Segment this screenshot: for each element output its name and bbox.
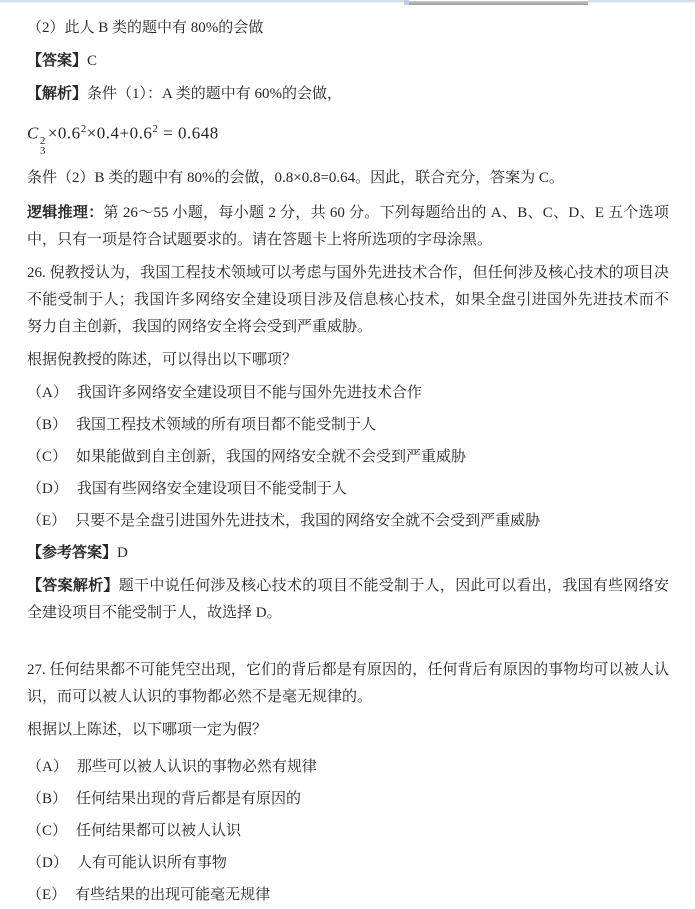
answer-explanation-text: 题干中说任何涉及核心技术的项目不能受制于人，因此可以看出，我国有些网络安全建设项目不能受制于人，故选择 D。 — [27, 577, 669, 621]
formula-segment-1: ×0.6 — [47, 123, 81, 143]
option-text: 我国有些网络安全建设项目不能受制于人 — [76, 480, 347, 497]
option-text: 任何结果都可以被人认识 — [76, 822, 242, 839]
question-26-options — [27, 380, 669, 535]
option-row-e — [27, 882, 669, 909]
option-label: （B） — [27, 416, 68, 433]
toolbar-remnant-left-segment — [0, 0, 404, 3]
formula-exp-1: 2 — [80, 123, 87, 135]
condition-2-analysis-text: 条件（2）B 类的题中有 80%的会做，0.8×0.8=0.64。因此，联合充分，答案为 C。 — [27, 169, 564, 186]
option-label: （B） — [27, 790, 68, 807]
option-label: （E） — [27, 886, 67, 903]
question-26-prompt: 根据倪教授的陈述，可以得出以下哪项？ — [27, 351, 298, 368]
formula-superscript: 2 — [39, 134, 46, 147]
option-row-c — [27, 444, 669, 471]
option-row-a — [27, 380, 669, 407]
question-26 — [27, 260, 669, 627]
answer-line — [27, 48, 669, 75]
option-text: 那些可以被人认识的事物必然有规律 — [76, 758, 317, 775]
prev-condition-2-analysis — [27, 165, 669, 192]
answer-explanation-label: 【答案解析】 — [27, 577, 119, 594]
option-label: （D） — [27, 854, 68, 871]
option-text: 只要不是全盘引进国外先进技术，我国的网络安全就不会受到严重威胁 — [75, 512, 541, 529]
prev-condition-2-line — [27, 15, 669, 42]
reference-answer-value: D — [117, 544, 128, 561]
option-text: 我国许多网络安全建设项目不能与国外先进技术合作 — [76, 384, 422, 401]
toolbar-remnant — [0, 0, 695, 7]
document-content — [0, 7, 695, 909]
section-instructions: 第 26～55 小题，每小题 2 分，共 60 分。下列每题给出的 A、B、C、D、E 五个选项中，只有一项是符合试题要求的。请在答题卡上将所选项的字母涂黑。 — [27, 204, 669, 248]
formula-result: = 0.648 — [158, 123, 219, 143]
option-label: （E） — [27, 512, 67, 529]
option-row-d — [27, 476, 669, 503]
option-row-d — [27, 850, 669, 877]
formula-exp-2: 2 — [152, 123, 159, 135]
toolbar-remnant-right-segment — [588, 0, 695, 3]
formula-segment-2: ×0.4+0.6 — [86, 123, 153, 143]
option-label: （C） — [27, 448, 68, 465]
condition-text: （2）此人 B 类的题中有 80%的会做 — [27, 20, 264, 36]
option-text: 有些结果的出现可能毫无规律 — [75, 886, 271, 903]
question-27-stem: 27. 任何结果都不可能凭空出现，它们的背后都是有原因的，任何背后有原因的事物均可以被人认识，而可以被人认识的事物都必然不是毫无规律的。 — [27, 661, 669, 705]
analysis-line — [27, 81, 669, 108]
section-title: 逻辑推理 — [27, 204, 89, 221]
option-label: （D） — [27, 480, 68, 497]
section-colon: ： — [88, 204, 104, 221]
option-row-b — [27, 412, 669, 439]
section-header — [27, 200, 669, 254]
toolbar-remnant-gray-segment — [409, 1, 588, 5]
option-text: 任何结果出现的背后都是有原因的 — [76, 790, 302, 807]
question-27 — [27, 657, 669, 909]
formula-subscript: 3 — [39, 144, 46, 157]
option-row-a — [27, 754, 669, 781]
answer-value: C — [87, 53, 98, 69]
option-row-b — [27, 786, 669, 813]
option-label: （C） — [27, 822, 68, 839]
math-formula — [27, 114, 669, 156]
option-text: 如果能做到自主创新，我国的网络安全就不会受到严重威胁 — [76, 448, 467, 465]
answer-explanation-line — [27, 573, 669, 627]
question-27-prompt: 根据以上陈述，以下哪项一定为假？ — [27, 721, 268, 738]
question-26-stem: 26. 倪教授认为，我国工程技术领域可以考虑与国外先进技术合作，但任何涉及核心技术的项目决不能受制于人；我国许多网络安全建设项目涉及信息核心技术，如果全盘引进国外先进技术而不努力自主创新，我国的网络安全将会受到严重威胁。 — [27, 264, 669, 335]
formula-supsub — [40, 136, 46, 156]
analysis-label: 【解析】 — [27, 86, 88, 102]
analysis-intro-text: 条件（1）：A 类的题中有 60%的会做， — [87, 86, 343, 102]
answer-label: 【答案】 — [27, 53, 88, 69]
option-row-c — [27, 818, 669, 845]
option-row-e — [27, 508, 669, 535]
reference-answer-label: 【参考答案】 — [27, 544, 118, 561]
option-label: （A） — [27, 384, 68, 401]
formula-base-symbol: C — [27, 123, 39, 143]
reference-answer-line — [27, 540, 669, 567]
question-27-options — [27, 754, 669, 909]
option-label: （A） — [27, 758, 68, 775]
option-text: 我国工程技术领域的所有项目都不能受制于人 — [76, 416, 377, 433]
option-text: 人有可能认识所有事物 — [76, 854, 227, 871]
